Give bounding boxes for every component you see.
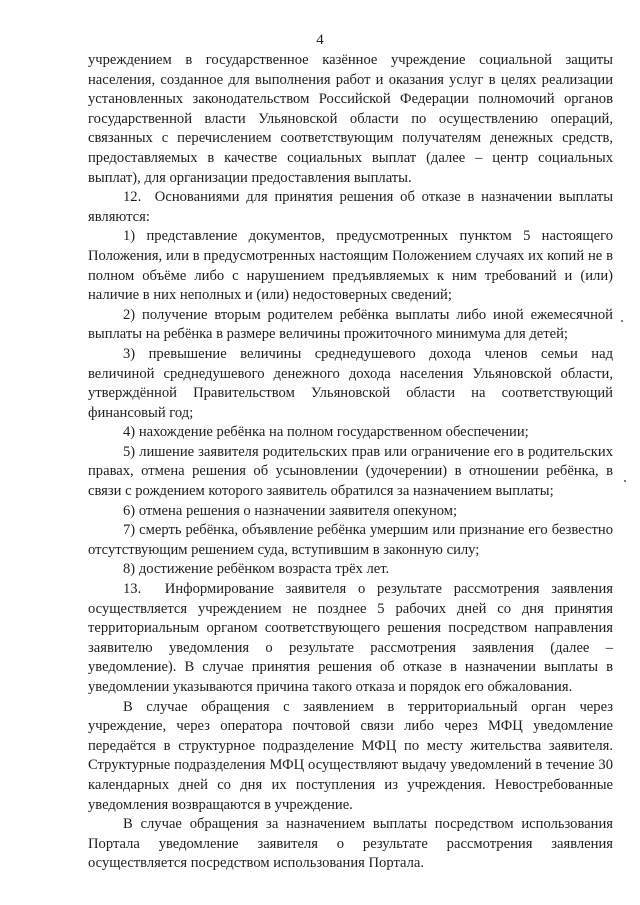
- list-item-text: нахождение ребёнка на полном государственном обеспечении;: [138, 424, 529, 441]
- list-item: [88, 227, 613, 305]
- list-item-text: лишение заявителя родительских прав или ограничение его в родительских правах, отмена решения об усыновлении (удочерении) в отношении ребёнка, в связи с рождением которого заявитель обратился за назначением выплаты;: [88, 443, 613, 500]
- list-item-text: достижение ребёнком возраста трёх лет.: [138, 561, 390, 578]
- list-item-number: 3): [123, 345, 136, 362]
- scan-speck: [621, 320, 623, 322]
- list-item-number: 7): [123, 522, 136, 539]
- page-number: 4: [316, 32, 324, 48]
- list-item-number: 1): [123, 228, 136, 245]
- list-item-text: отмена решения о назначении заявителя опекуном;: [138, 502, 458, 519]
- list-item-number: 6): [123, 502, 136, 519]
- paragraph-portal: В случае обращения за назначением выплаты посредством использования Портала уведомление заявителя о результате рассмотрения заявления осуществляется посредством использования Портала.: [88, 816, 613, 872]
- paragraph-intro: учреждением в государственное казённое учреждение социальной защиты населения, созданное для выполнения работ и оказания услуг в целях реализации установленных законодательством Российской Федерации полномочий органов государственной власти Ульяновской области по осуществлению операций, связанных с перечислением соответствующим получателям денежных средств, предоставляемых в качестве социальных выплат (далее – центр социальных выплат), для организации предоставления выплаты.: [88, 52, 613, 186]
- list-item: [88, 560, 613, 580]
- list-item-text: получение вторым родителем ребёнка выплаты либо иной ежемесячной выплаты на ребёнка в размере величины прожиточного минимума для детей;: [88, 306, 613, 343]
- list-item: [88, 423, 613, 443]
- list-item-number: 4): [123, 424, 136, 441]
- clause-number: 12.: [123, 189, 142, 206]
- list-item: [88, 306, 613, 345]
- list-item: [88, 502, 613, 522]
- paragraph-13: [88, 580, 613, 698]
- list-item-number: 2): [123, 306, 136, 323]
- list-item-number: 5): [123, 443, 136, 460]
- paragraph-mfc: В случае обращения с заявлением в территориальный орган через учреждение, через оператора почтовой связи либо через МФЦ уведомление передаётся в структурное подразделение МФЦ по месту жительства заявителя. Структурные подразделения МФЦ осуществляют выдачу уведомлений в течение 30 календарных дней со дня их поступления из учреждения. Невостребованные уведомления возвращаются в учреждение.: [88, 698, 613, 813]
- clause-text: Основаниями для принятия решения об отказе в назначении выплаты являются:: [88, 189, 613, 225]
- list-item: [88, 521, 613, 560]
- list-item-text: превышение величины среднедушевого дохода членов семьи над величиной среднедушевого денежного дохода населения Ульяновской области, утверждённой Правительством Ульяновской области на соответствующий финансовый год;: [88, 345, 613, 421]
- document-body: [88, 51, 613, 874]
- paragraph-12: [88, 188, 613, 227]
- clause-text: Информирование заявителя о результате рассмотрения заявления осуществляется учреждением не позднее 5 рабочих дней со дня принятия территориальным органом соответствующего решения посредством направления заявителю уведомления о результате рассмотрения заявления (далее – уведомление). В случае принятия решения об отказе в назначении выплаты в уведомлении указываются причина такого отказа и порядок его обжалования.: [88, 581, 613, 695]
- list-item-text: представление документов, предусмотренных пунктом 5 настоящего Положения, или в предусмотренных настоящим Положением случаях их копий не в полном объёме либо с нарушением предъявляемых к ним требований и (или) наличие в них неполных и (или) недостоверных сведений;: [88, 228, 613, 304]
- list-item: [88, 443, 613, 502]
- list-item-number: 8): [123, 561, 136, 578]
- list-item-text: смерть ребёнка, объявление ребёнка умершим или признание его безвестно отсутствующим решением суда, вступившим в законную силу;: [88, 522, 613, 558]
- clause-number: 13.: [123, 581, 142, 598]
- list-item: [88, 345, 613, 423]
- scan-speck: [624, 480, 626, 482]
